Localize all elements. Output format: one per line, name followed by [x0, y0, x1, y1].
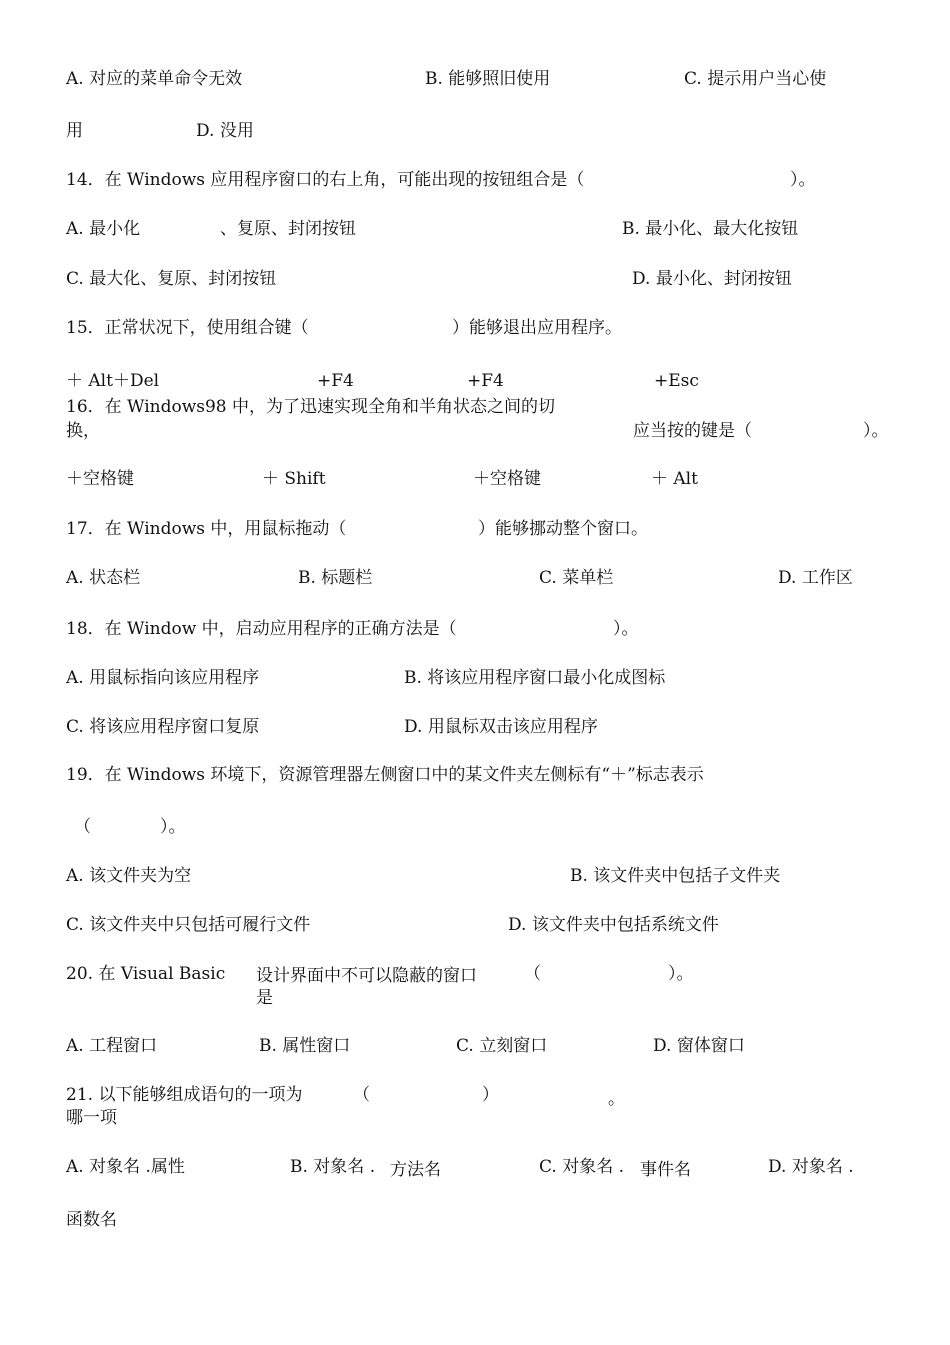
- q16-close: ）。: [863, 421, 889, 441]
- q19-option-c: C. 该文件夹中只包括可履行文件: [66, 915, 311, 935]
- q19-option-b: B. 该文件夹中包括子文件夹: [570, 866, 781, 886]
- q16-option-c: ＋空格键: [473, 469, 541, 489]
- q21-paren-open: （: [353, 1085, 370, 1105]
- q20-close: ）。: [668, 964, 694, 984]
- q13-option-c: C. 提示用户当心使: [684, 69, 827, 89]
- q15-stem: 15．正常状况下，使用组合键（: [66, 318, 309, 338]
- q21-option-b-part2: 方法名: [390, 1160, 441, 1180]
- q19-option-a: A. 该文件夹为空: [66, 866, 192, 886]
- q13-option-d: D. 没用: [196, 121, 254, 141]
- q21-period: 。: [608, 1089, 625, 1109]
- q13-option-b: B. 能够照旧使用: [425, 69, 551, 89]
- q16-option-b: ＋ Shift: [262, 469, 326, 489]
- q18-option-d: D. 用鼠标双击该应用程序: [404, 717, 598, 737]
- q13-option-a: A. 对应的菜单命令无效: [66, 69, 243, 89]
- q20-option-a: A. 工程窗口: [66, 1036, 158, 1056]
- q14-option-c: C. 最大化、复原、封闭按钮: [66, 269, 277, 289]
- q20-option-b: B. 属性窗口: [259, 1036, 351, 1056]
- q18-option-a: A. 用鼠标指向该应用程序: [66, 668, 260, 688]
- q16-stem-line1: 16．在 Windows98 中，为了迅速实现全角和半角状态之间的切: [66, 397, 556, 417]
- q19-option-d: D. 该文件夹中包括系统文件: [508, 915, 719, 935]
- q20-option-c: C. 立刻窗口: [456, 1036, 548, 1056]
- q14-option-b: B. 最小化、最大化按钮: [622, 219, 799, 239]
- q15-option-b: +F4: [317, 371, 354, 391]
- q21-paren-close: ）: [482, 1085, 499, 1105]
- q15-close: ）能够退出应用程序。: [452, 318, 622, 338]
- q20-stem-part3: 是: [256, 988, 273, 1008]
- q15-option-d: +Esc: [654, 371, 699, 391]
- q15-option-a: ＋ Alt＋Del: [66, 371, 160, 391]
- q18-close: ）。: [613, 619, 639, 639]
- q16-stem-part3: 应当按的键是（: [633, 421, 752, 441]
- q21-option-c-part1: C. 对象名 .: [539, 1157, 625, 1177]
- q21-option-b-part1: B. 对象名 .: [290, 1157, 376, 1177]
- q14-option-a-part2: 、复原、封闭按钮: [220, 219, 356, 239]
- q16-option-a: ＋空格键: [66, 469, 134, 489]
- q21-stem-part1: 21. 以下能够组成语句的一项为: [66, 1085, 303, 1105]
- q14-option-d: D. 最小化、封闭按钮: [632, 269, 792, 289]
- q20-paren-open: （: [524, 964, 541, 984]
- q14-stem: 14．在 Windows 应用程序窗口的右上角，可能出现的按钮组合是（: [66, 170, 585, 190]
- q17-option-c: C. 菜单栏: [539, 568, 614, 588]
- q21-option-c-part2: 事件名: [640, 1160, 691, 1180]
- q21-option-d: D. 对象名 .: [768, 1157, 854, 1177]
- q17-option-d: D. 工作区: [778, 568, 853, 588]
- q17-option-a: A. 状态栏: [66, 568, 141, 588]
- q14-option-a-part1: A. 最小化: [66, 219, 141, 239]
- q20-stem-part2: 设计界面中不可以隐蔽的窗口: [256, 966, 477, 986]
- q18-stem: 18．在 Window 中，启动应用程序的正确方法是（: [66, 619, 457, 639]
- q17-option-b: B. 标题栏: [298, 568, 373, 588]
- q18-option-c: C. 将该应用程序窗口复原: [66, 717, 260, 737]
- q17-stem: 17．在 Windows 中，用鼠标拖动（: [66, 519, 347, 539]
- q16-option-d: ＋ Alt: [651, 469, 698, 489]
- q20-stem-part1: 20. 在 Visual Basic: [66, 964, 226, 984]
- q19-paren-open: （: [74, 817, 91, 837]
- q14-close: ）。: [790, 170, 816, 190]
- q21-option-a: A. 对象名 .属性: [66, 1157, 185, 1177]
- q18-option-b: B. 将该应用程序窗口最小化成图标: [404, 668, 666, 688]
- q21-stem-part2: 哪一项: [66, 1108, 117, 1128]
- q19-paren-close: ）。: [160, 817, 186, 837]
- q20-option-d: D. 窗体窗口: [653, 1036, 745, 1056]
- q15-option-c: +F4: [467, 371, 504, 391]
- q19-stem: 19．在 Windows 环境下，资源管理器左侧窗口中的某文件夹左侧标有“＋”标志表示: [66, 765, 704, 785]
- q17-close: ）能够挪动整个窗口。: [478, 519, 648, 539]
- q16-stem-line2: 换，: [66, 421, 100, 441]
- q13-option-c-continued: 用: [66, 121, 83, 141]
- q21-option-d-continued: 函数名: [66, 1210, 117, 1230]
